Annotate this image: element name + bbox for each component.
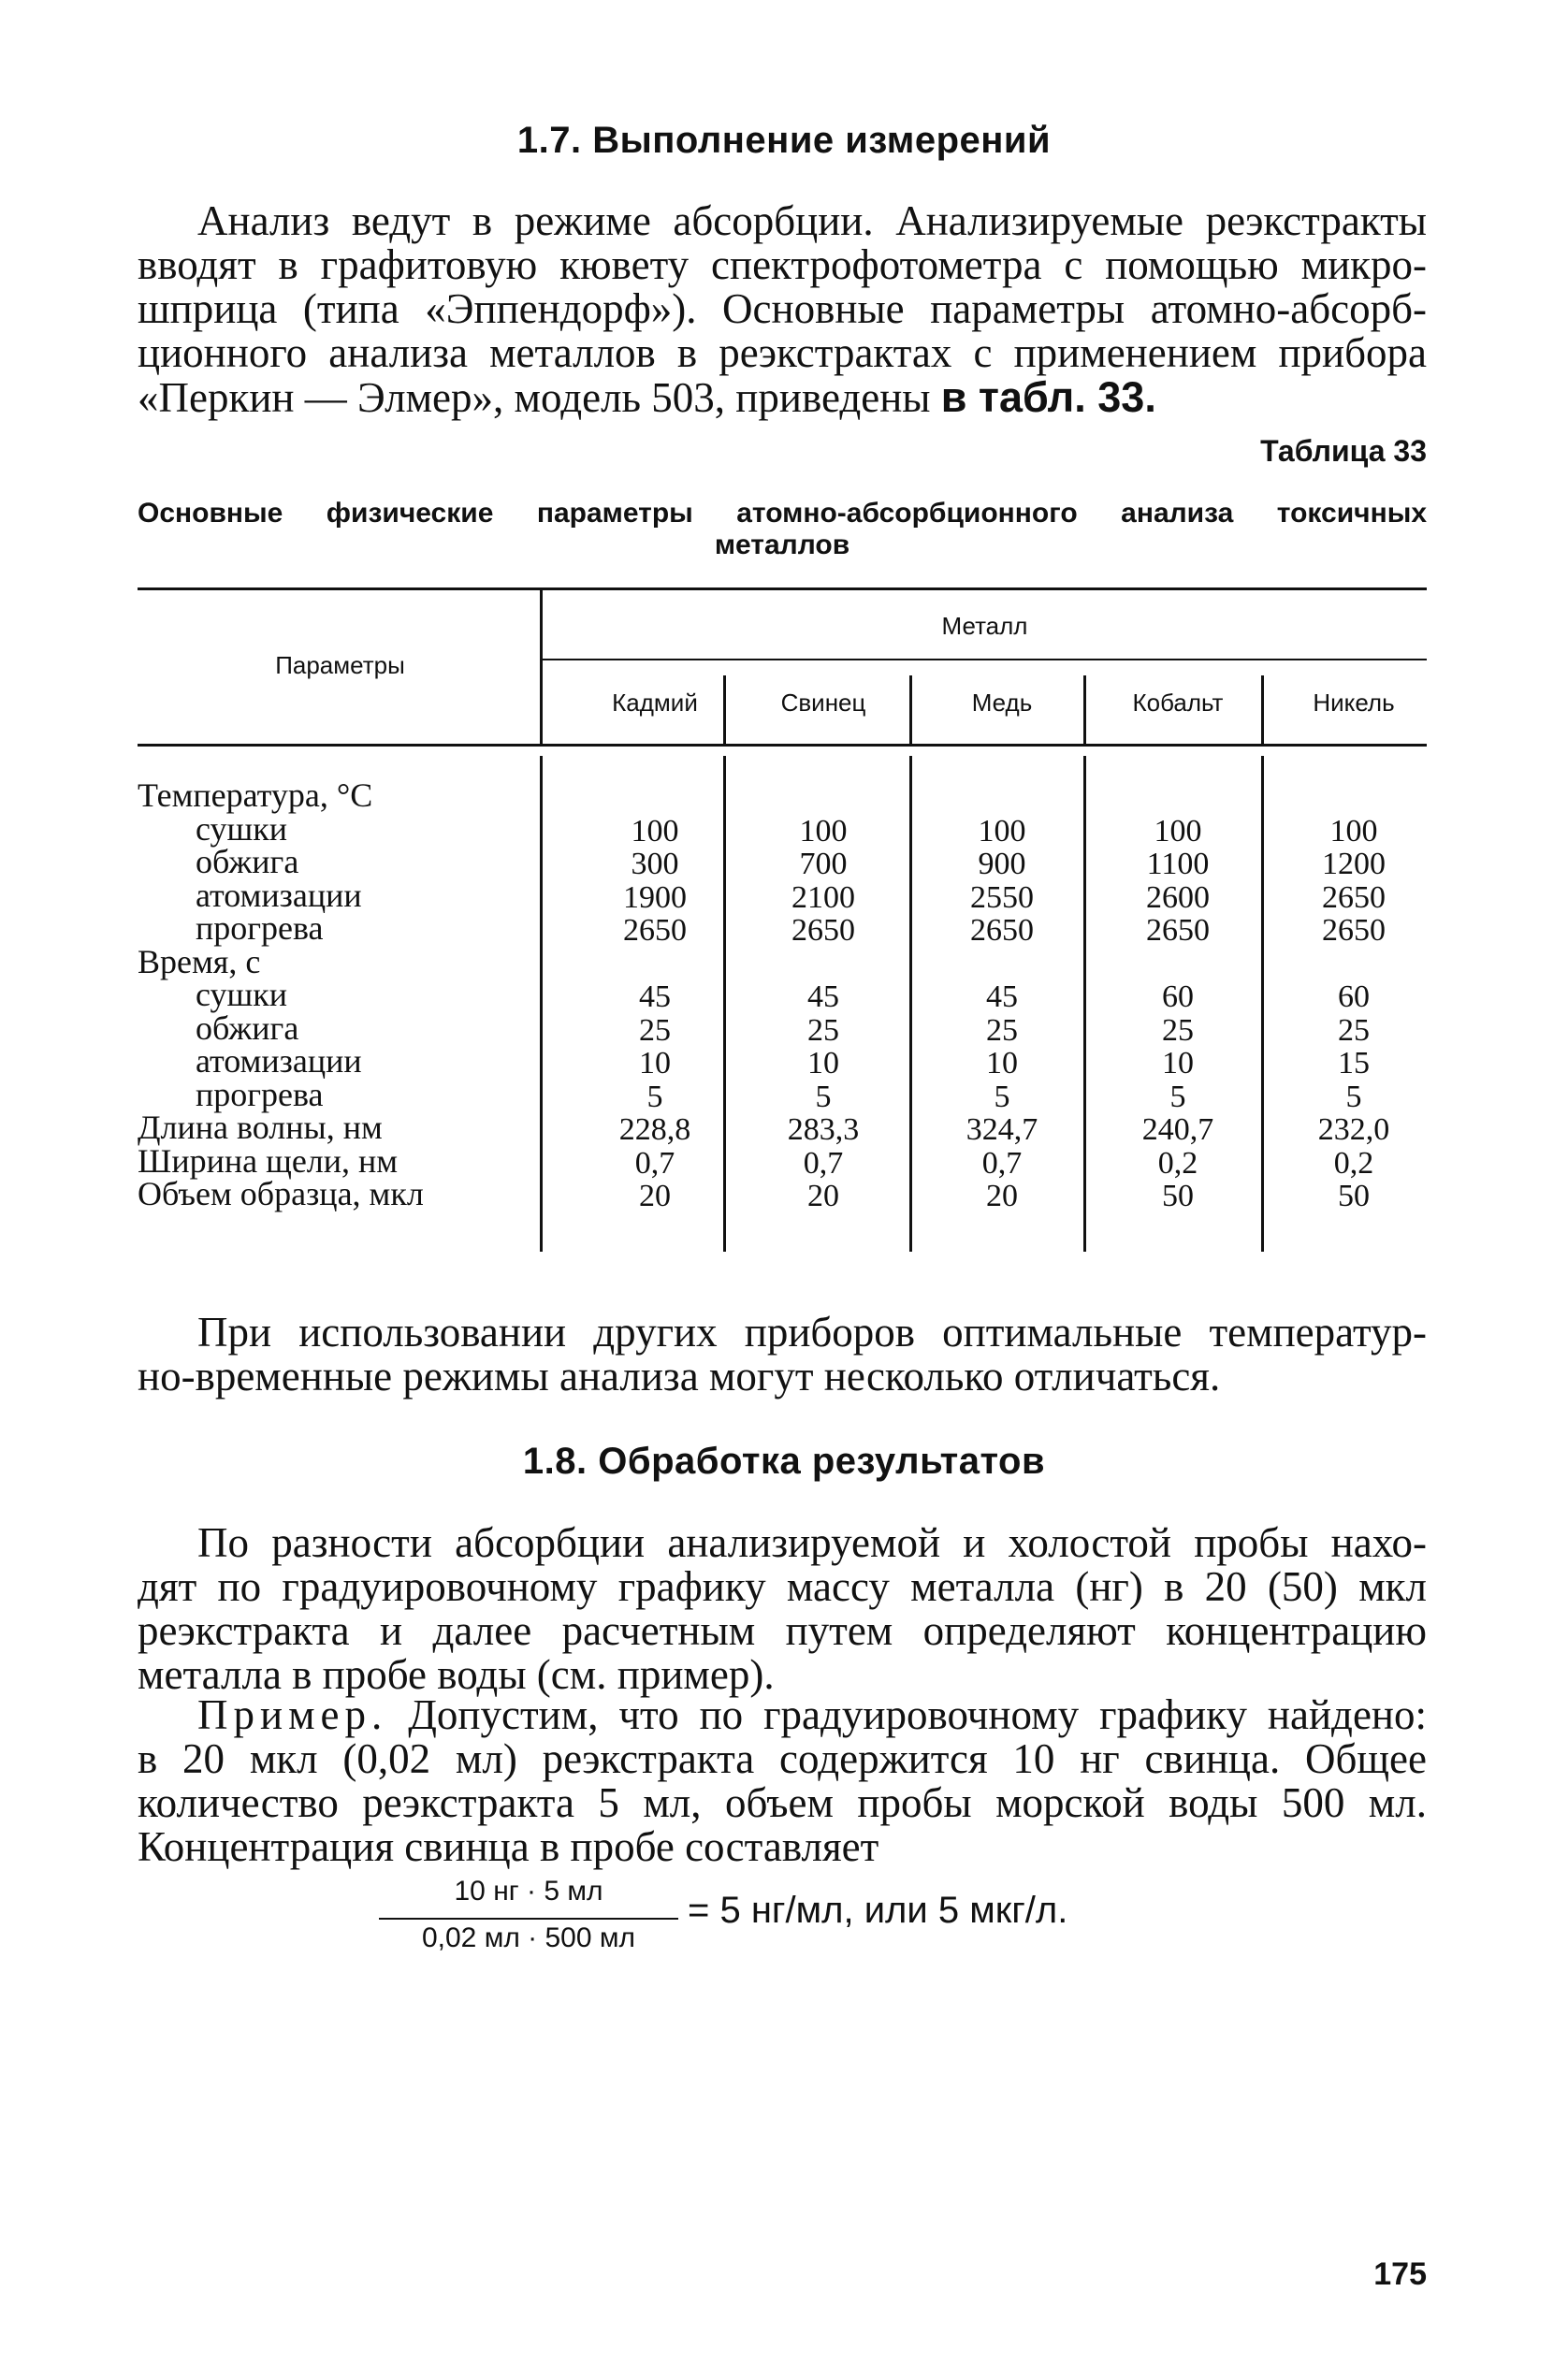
row-label-text: Длина волны, нм bbox=[138, 1109, 383, 1146]
table-cell: 0,2 bbox=[1157, 1145, 1198, 1181]
table-cell: 2550 bbox=[970, 879, 1034, 915]
table-cell: 100 bbox=[1154, 813, 1202, 848]
text-line: реэкстракта и далее расчетным путем определяют концентрацию bbox=[138, 1607, 1427, 1654]
table-cell: 100 bbox=[1329, 813, 1378, 848]
table-cell: 1900 bbox=[623, 879, 687, 915]
text-line bbox=[138, 1693, 1427, 1737]
row-label-text: сушки bbox=[196, 976, 287, 1013]
row-label bbox=[138, 1008, 299, 1047]
column-divider bbox=[1261, 756, 1264, 1252]
section-heading-results: 1.8. Обработка результатов bbox=[522, 1441, 1046, 1482]
column-divider bbox=[909, 675, 912, 744]
text-line: вводят в графитовую кювету спектрофотометра с помощью микро- bbox=[138, 241, 1427, 288]
column-divider bbox=[723, 756, 726, 1252]
text-line: дят по градуировочному графику массу металла (нг) в 20 (50) мкл bbox=[138, 1563, 1427, 1610]
table-cell: 300 bbox=[631, 847, 679, 881]
page-number: 175 bbox=[1373, 2256, 1427, 2292]
row-label bbox=[138, 1141, 399, 1180]
table-cell: 50 bbox=[1162, 1179, 1194, 1213]
table-cell: 2650 bbox=[1322, 913, 1386, 948]
table-top-rule bbox=[138, 587, 1427, 590]
example-word: Пример. bbox=[197, 1691, 388, 1738]
table-cell: 240,7 bbox=[1141, 1112, 1214, 1147]
row-label-text: прогрева bbox=[196, 909, 324, 947]
table-cell: 60 bbox=[1338, 979, 1370, 1014]
table-cell: 45 bbox=[639, 979, 671, 1014]
table-cell: 100 bbox=[799, 813, 848, 848]
paragraph-processing bbox=[138, 1521, 1427, 1697]
row-label-text: обжига bbox=[196, 843, 299, 880]
table-cell: 25 bbox=[1162, 1012, 1194, 1048]
row-label bbox=[138, 942, 261, 980]
metal-group-header: Металл bbox=[941, 612, 1028, 640]
table-cell: 100 bbox=[978, 813, 1026, 848]
table-reference: в табл. 33. bbox=[940, 373, 1156, 421]
table-cell: 1200 bbox=[1322, 847, 1386, 881]
table-cell: 2650 bbox=[970, 913, 1034, 948]
table-cell: 20 bbox=[807, 1179, 839, 1213]
row-label bbox=[138, 776, 373, 814]
table-caption: Таблица 33 bbox=[1260, 434, 1427, 468]
column-header: Кобальт bbox=[1132, 689, 1224, 717]
column-divider bbox=[909, 756, 912, 1252]
table-cell: 283,3 bbox=[787, 1112, 860, 1147]
column-divider bbox=[1083, 756, 1086, 1252]
table-header-rule bbox=[138, 744, 1427, 747]
table-cell: 232,0 bbox=[1317, 1112, 1390, 1147]
text-line: По разности абсорбции анализируемой и холостой пробы нахо- bbox=[197, 1519, 1427, 1566]
table-cell: 45 bbox=[807, 979, 839, 1014]
table-cell: 5 bbox=[994, 1079, 1010, 1114]
row-label bbox=[138, 1075, 324, 1113]
row-label-text: Объем образца, мкл bbox=[138, 1175, 424, 1212]
row-label bbox=[138, 909, 324, 947]
row-label bbox=[138, 876, 362, 914]
row-label-text: Ширина щели, нм bbox=[138, 1141, 399, 1180]
table-cell: 25 bbox=[639, 1012, 671, 1048]
paragraph-other-instruments bbox=[138, 1311, 1427, 1399]
table-cell: 2600 bbox=[1146, 879, 1210, 915]
table-cell: 2100 bbox=[791, 879, 855, 915]
text-line: металла в пробе воды (см. пример). bbox=[138, 1651, 775, 1698]
table-group-rule bbox=[543, 659, 1427, 660]
table-cell: 25 bbox=[986, 1012, 1018, 1048]
table-cell: 5 bbox=[646, 1079, 663, 1114]
table-cell: 2650 bbox=[791, 913, 855, 948]
text-segment: Допустим, что по градуировочному графику найдено: bbox=[408, 1691, 1428, 1738]
fraction-bar bbox=[379, 1918, 678, 1920]
paragraph-example bbox=[138, 1693, 1427, 1869]
table-cell: 50 bbox=[1338, 1179, 1370, 1213]
table-cell: 5 bbox=[1345, 1079, 1362, 1114]
fraction-denominator: 0,02 мл · 500 мл bbox=[421, 1922, 636, 1953]
text-line: количество реэкстракта 5 мл, объем пробы морской воды 500 мл. bbox=[138, 1779, 1427, 1826]
table-cell: 25 bbox=[807, 1012, 839, 1048]
table-cell: 700 bbox=[799, 847, 848, 881]
table-cell: 20 bbox=[986, 1179, 1018, 1213]
column-header: Свинец bbox=[780, 689, 866, 717]
row-label-text: Время, с bbox=[138, 942, 261, 980]
row-label bbox=[138, 1175, 424, 1212]
table-cell: 0,7 bbox=[981, 1145, 1023, 1181]
table-cell: 10 bbox=[639, 1046, 671, 1080]
text-line: При использовании других приборов оптимальные температур- bbox=[197, 1309, 1427, 1356]
table-cell: 0,2 bbox=[1333, 1145, 1374, 1181]
table-cell: 10 bbox=[1162, 1046, 1194, 1080]
column-divider bbox=[723, 675, 726, 744]
row-label-text: атомизации bbox=[196, 1042, 362, 1080]
column-header: Никель bbox=[1313, 689, 1395, 717]
text-segment: «Перкин — Элмер», модель 503, приведены bbox=[138, 374, 931, 421]
column-divider bbox=[540, 587, 543, 744]
table-cell: 60 bbox=[1162, 979, 1194, 1014]
table-cell: 45 bbox=[986, 979, 1018, 1014]
table-cell: 5 bbox=[815, 1079, 832, 1114]
section-heading-measurements: 1.7. Выполнение измерений bbox=[516, 120, 1052, 161]
row-label-text: Температура, °С bbox=[138, 776, 373, 814]
table-title bbox=[138, 498, 1427, 561]
table-cell: 2650 bbox=[623, 913, 687, 948]
row-label bbox=[138, 1042, 362, 1080]
table-cell: 0,7 bbox=[634, 1145, 675, 1181]
table-cell: 2650 bbox=[1322, 879, 1386, 915]
table-cell: 2650 bbox=[1146, 913, 1210, 948]
text-line: шприца (типа «Эппендорф»). Основные параметры атомно-абсорб- bbox=[138, 285, 1427, 332]
table-title-line: металлов bbox=[714, 529, 850, 560]
param-header: Параметры bbox=[275, 651, 405, 679]
row-label-text: прогрева bbox=[196, 1075, 324, 1113]
row-label-text: сушки bbox=[196, 809, 287, 848]
row-label bbox=[138, 843, 299, 880]
table-cell: 10 bbox=[986, 1046, 1018, 1080]
paragraph-analysis bbox=[138, 199, 1427, 419]
column-divider bbox=[1083, 675, 1086, 744]
table-title-line: Основные физические параметры атомно-абсорбционного анализа токсичных bbox=[138, 498, 1427, 529]
text-line: но-временные режимы анализа могут несколько отличаться. bbox=[138, 1353, 1221, 1400]
table-cell: 324,7 bbox=[965, 1112, 1038, 1147]
text-line: Анализ ведут в режиме абсорбции. Анализируемые реэкстракты bbox=[197, 197, 1427, 244]
table-cell: 0,7 bbox=[803, 1145, 844, 1181]
row-label bbox=[138, 976, 287, 1013]
column-header: Медь bbox=[971, 689, 1033, 717]
row-label-text: обжига bbox=[196, 1008, 299, 1047]
table-cell: 20 bbox=[639, 1179, 671, 1213]
column-header: Кадмий bbox=[612, 689, 698, 717]
table-cell: 228,8 bbox=[618, 1112, 691, 1147]
table-cell: 900 bbox=[978, 847, 1026, 881]
table-cell: 25 bbox=[1338, 1012, 1370, 1048]
formula-result: = 5 нг/мл, или 5 мкг/л. bbox=[688, 1890, 1068, 1931]
row-label-text: атомизации bbox=[196, 876, 362, 914]
table-cell: 5 bbox=[1169, 1079, 1186, 1114]
column-divider bbox=[1261, 675, 1264, 744]
table-cell: 10 bbox=[807, 1046, 839, 1080]
text-line: Концентрация свинца в пробе составляет bbox=[138, 1823, 879, 1870]
row-label bbox=[138, 1111, 383, 1145]
table-cell: 100 bbox=[631, 813, 679, 848]
column-divider bbox=[540, 756, 543, 1252]
text-line bbox=[138, 375, 1427, 419]
fraction-numerator: 10 нг · 5 мл bbox=[454, 1876, 603, 1907]
row-label bbox=[138, 809, 287, 848]
text-line: ционного анализа металлов в реэкстрактах с применением прибора bbox=[138, 329, 1427, 376]
table-cell: 1100 bbox=[1146, 847, 1210, 881]
table-cell: 15 bbox=[1338, 1046, 1370, 1080]
text-line: в 20 мкл (0,02 мл) реэкстракта содержится 10 нг свинца. Общее bbox=[138, 1735, 1427, 1782]
